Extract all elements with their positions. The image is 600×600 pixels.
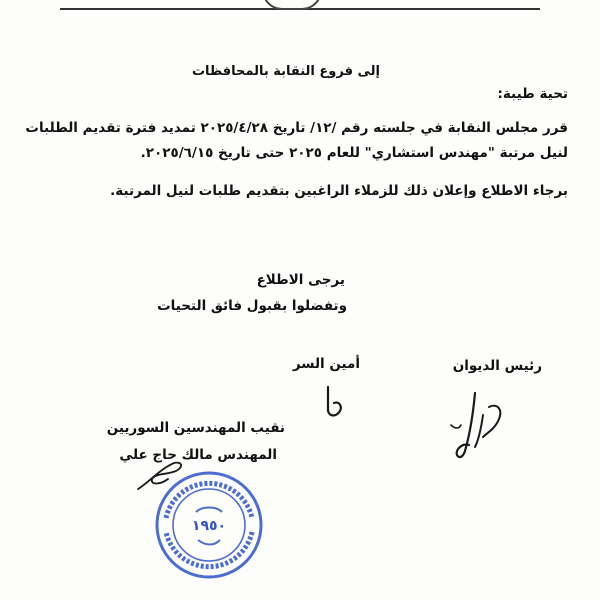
stamp-year: ١٩٥٠ bbox=[191, 518, 227, 534]
body-line-3: برجاء الاطلاع وإعلان ذلك للزملاء الراغبين بتقديم طلبات لنيل المرتبة. bbox=[110, 183, 568, 199]
syndicate-head-name: المهندس مالك حاج علي bbox=[119, 447, 277, 463]
greeting: تحية طيبة: bbox=[497, 86, 568, 102]
addressee: إلى فروع النقابة بالمحافظات bbox=[191, 64, 380, 79]
closing-request: يرجى الاطلاع bbox=[256, 272, 345, 288]
syndicate-head-title: نقيب المهندسين السوريين bbox=[106, 420, 285, 436]
secretary-title: أمين السر bbox=[292, 356, 360, 372]
closing-regards: وتفضلوا بقبول فائق التحيات bbox=[157, 298, 347, 314]
official-stamp-seal bbox=[152, 468, 267, 583]
chief-signature bbox=[445, 385, 515, 465]
body-line-1: قرر مجلس النقابة في جلسته رقم /١٢/ تاريخ ٢٠٢٥/٤/٢٨ تمديد فترة تقديم الطلبات bbox=[25, 120, 568, 136]
secretary-signature bbox=[318, 383, 352, 423]
body-line-2: لنيل مرتبة "مهندس استشاري" للعام ٢٠٢٥ حتى تاريخ ٢٠٢٥/٦/١٥. bbox=[140, 145, 568, 161]
chief-of-office-title: رئيس الديوان bbox=[452, 358, 542, 374]
